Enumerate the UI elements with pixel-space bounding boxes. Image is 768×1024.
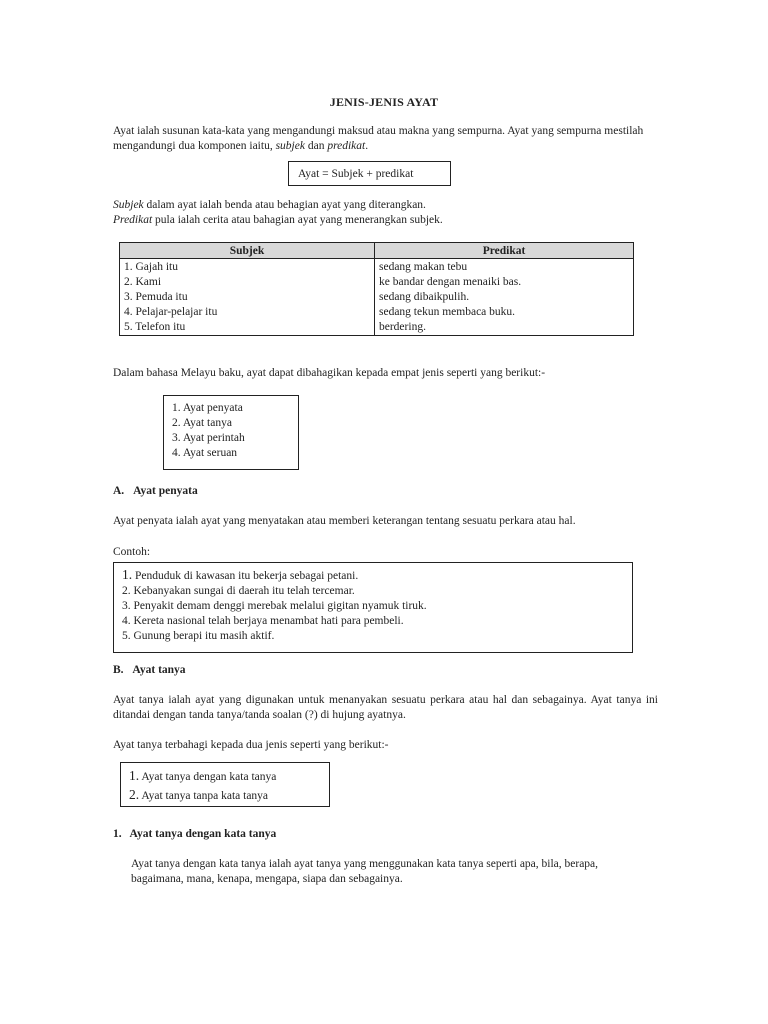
list-item: 2. Ayat tanya: [172, 417, 232, 429]
list-item: 2. Kami: [124, 276, 162, 288]
intro-end: .: [365, 140, 369, 152]
split-intro: Ayat tanya terbahagi kepada dua jenis seperti yang berikut:-: [113, 739, 389, 751]
section-a-title: Ayat penyata: [133, 485, 198, 497]
kind-number: 1.: [129, 768, 140, 783]
list-item: 4. Ayat seruan: [172, 447, 238, 459]
subjek-cell: [120, 259, 375, 336]
list-item: 3. Ayat perintah: [172, 432, 245, 444]
list-item: ke bandar dengan menaiki bas.: [379, 276, 522, 288]
subjek-term: Subjek: [113, 199, 144, 211]
predikat-cell: [375, 259, 634, 336]
subjek-predikat-table: [119, 242, 634, 336]
subjek-definition: [113, 198, 658, 213]
list-item: [122, 567, 632, 584]
list-item: 1. Gajah itu: [124, 261, 178, 273]
section-b-label: B.: [113, 664, 124, 676]
types-list-box: [163, 395, 299, 470]
list-item: [129, 786, 329, 805]
subsection-1-description: Ayat tanya dengan kata tanya ialah ayat tanya yang menggunakan kata tanya seperti apa, bila, berapa, bagaimana, mana, kenapa, mengapa, siapa dan sebagainya.: [131, 858, 599, 885]
section-b-heading: [113, 664, 186, 676]
example-number: 1.: [122, 567, 133, 582]
formula-box: Ayat = Subjek + predikat: [288, 161, 451, 186]
kind-text: Ayat tanya dengan kata tanya: [141, 771, 277, 783]
and-word: dan: [307, 140, 325, 152]
list-item: sedang tekun membaca buku.: [379, 306, 516, 318]
intro-text: Ayat ialah susunan kata-kata yang mengandungi maksud atau makna yang sempurna. Ayat yang sempurna mestilah mengandungi dua komponen iaitu,: [113, 125, 644, 152]
predikat-def-text: pula ialah cerita atau bahagian ayat yang menerangkan subjek.: [155, 214, 443, 226]
penyata-examples-box: [113, 562, 633, 653]
list-item: 5. Telefon itu: [124, 321, 186, 333]
section-a-description: Ayat penyata ialah ayat yang menyatakan atau memberi keterangan tentang sesuatu perkara atau hal.: [113, 515, 576, 527]
list-item: 3. Pemuda itu: [124, 291, 188, 303]
predikat-definition: [113, 213, 658, 228]
list-item: 3. Penyakit demam denggi merebak melalui gigitan nyamuk tiruk.: [122, 600, 427, 612]
list-item: 2. Kebanyakan sungai di daerah itu telah tercemar.: [122, 585, 355, 597]
example-text: Penduduk di kawasan itu bekerja sebagai petani.: [135, 570, 359, 582]
list-item: berdering.: [379, 321, 426, 333]
table-header-row: [120, 243, 634, 259]
predikat-word: predikat: [327, 140, 366, 152]
list-item: 1. Ayat penyata: [172, 402, 243, 414]
types-intro: Dalam bahasa Melayu baku, ayat dapat dibahagikan kepada empat jenis seperti yang berikut:-: [113, 367, 546, 379]
predikat-term: Predikat: [113, 214, 153, 226]
kind-text: Ayat tanya tanpa kata tanya: [141, 790, 269, 802]
section-b-title: Ayat tanya: [132, 664, 186, 676]
intro-paragraph: [113, 124, 658, 154]
subsection-1-number: 1.: [113, 828, 122, 840]
list-item: 4. Kereta nasional telah berjaya menambat hati para pembeli.: [122, 615, 404, 627]
list-item: [129, 767, 329, 786]
column-header-predikat: Predikat: [375, 243, 634, 259]
contoh-label: Contoh:: [113, 546, 151, 558]
section-a-label: A.: [113, 485, 125, 497]
tanya-kinds-box: [120, 762, 330, 807]
subjek-def-text: dalam ayat ialah benda atau behagian ayat yang diterangkan.: [146, 199, 426, 211]
section-a-heading: [113, 485, 198, 497]
list-item: sedang makan tebu: [379, 261, 468, 273]
list-item: sedang dibaikpulih.: [379, 291, 470, 303]
section-b-description: Ayat tanya ialah ayat yang digunakan untuk menanyakan sesuatu perkara atau hal dan sebagainya. Ayat tanya ini ditandai dengan tanda tanya/tanda soalan (?) di hujung ayatnya.: [113, 694, 658, 721]
subsection-1-title: Ayat tanya dengan kata tanya: [129, 828, 277, 840]
column-header-subjek: Subjek: [120, 243, 375, 259]
kind-number: 2.: [129, 787, 140, 802]
subjek-word: subjek: [275, 140, 305, 152]
list-item: 4. Pelajar-pelajar itu: [124, 306, 218, 318]
list-item: 5. Gunung berapi itu masih aktif.: [122, 630, 275, 642]
subsection-1-heading: [113, 828, 276, 840]
table-row: [120, 259, 634, 336]
page-title: JENIS-JENIS AYAT: [329, 95, 439, 109]
